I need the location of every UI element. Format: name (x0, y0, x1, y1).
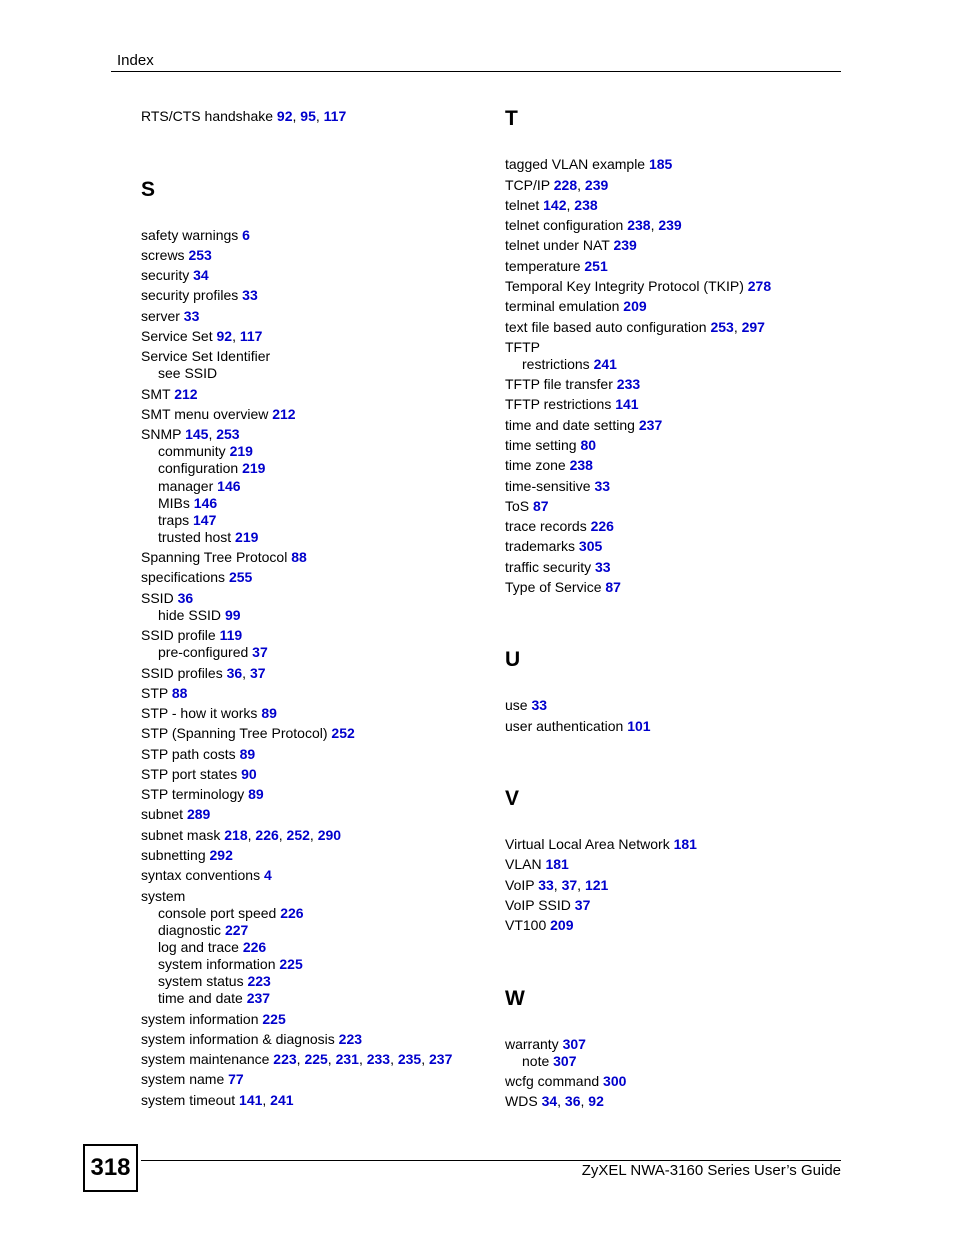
index-term: server (141, 308, 180, 324)
page-link[interactable]: 36 (226, 665, 243, 681)
index-entry (141, 406, 296, 423)
index-entry (141, 590, 193, 607)
index-term: ToS (505, 498, 530, 514)
index-term: SMT (141, 386, 171, 402)
index-term: system timeout (141, 1092, 236, 1108)
page-link[interactable]: 218 (224, 827, 248, 843)
page-link[interactable]: 145 (185, 426, 209, 442)
index-entry (141, 348, 270, 365)
page-link[interactable]: 101 (627, 718, 651, 734)
index-entry (141, 766, 257, 783)
index-term: VoIP SSID (505, 897, 571, 913)
index-term: system information (158, 956, 276, 972)
index-term: Type of Service (505, 579, 602, 595)
index-entry (505, 376, 640, 393)
index-entry (141, 267, 209, 284)
page-link[interactable]: 89 (239, 746, 256, 762)
index-term: tagged VLAN example (505, 156, 646, 172)
index-entry (505, 718, 651, 735)
index-term: text file based auto configuration (505, 319, 707, 335)
index-entry (505, 498, 549, 515)
index-term: system status (158, 973, 244, 989)
index-entry: SSID profiles 36, 37 (141, 665, 266, 681)
page-link[interactable]: 80 (580, 437, 597, 453)
index-term: TCP/IP (505, 177, 550, 193)
index-entry (505, 518, 614, 535)
index-term: trusted host (158, 529, 232, 545)
index-term: telnet under NAT (505, 237, 610, 253)
page-link[interactable]: 225 (262, 1011, 286, 1027)
page-link[interactable]: 290 (317, 827, 342, 843)
page-link[interactable]: 241 (593, 356, 617, 372)
index-term: STP (141, 685, 168, 701)
index-term: SSID profile (141, 627, 216, 643)
page-link[interactable]: 307 (553, 1053, 577, 1069)
page-link[interactable]: 251 (584, 258, 608, 274)
page-link[interactable]: 209 (550, 917, 574, 933)
index-term: security (141, 267, 190, 283)
index-subentry (141, 905, 304, 922)
page-link[interactable]: 37 (574, 897, 591, 913)
page-link[interactable]: 239 (613, 237, 637, 253)
page-link[interactable]: 6 (242, 227, 250, 243)
index-entry (141, 386, 198, 403)
index-subentry (141, 512, 216, 529)
index-entry (505, 417, 662, 434)
index-term: use (505, 697, 528, 713)
page-link[interactable]: 289 (186, 806, 211, 822)
page-link[interactable]: 33 (242, 287, 258, 303)
index-term: Temporal Key Integrity Protocol (TKIP) (505, 278, 744, 294)
index-term: SSID profiles (141, 665, 223, 681)
page-link[interactable]: 226 (255, 827, 279, 843)
page-link[interactable]: 181 (673, 836, 697, 852)
index-subentry (141, 973, 271, 990)
index-entry (141, 705, 277, 722)
page-link[interactable]: 87 (533, 498, 549, 514)
index-term: WDS (505, 1093, 538, 1109)
index-entry (505, 538, 602, 555)
index-term: diagnostic (158, 922, 222, 938)
index-entry (141, 1011, 286, 1028)
index-term: subnetting (141, 847, 206, 863)
index-subentry (141, 443, 253, 460)
page-link[interactable]: 233 (616, 376, 641, 392)
index-entry (505, 278, 771, 295)
index-term: hide SSID (158, 607, 222, 623)
page-link[interactable]: 235 (397, 1051, 422, 1067)
page-link[interactable]: 141 (615, 396, 639, 412)
index-term: telnet configuration (505, 217, 624, 233)
index-term: see SSID (158, 365, 218, 381)
index-entry (141, 549, 307, 566)
page-link[interactable]: 146 (193, 495, 218, 511)
index-subentry (141, 495, 217, 512)
page-link[interactable]: 253 (188, 247, 212, 263)
guide-title: ZyXEL NWA-3160 Series User’s Guide (581, 1162, 841, 1179)
index-entry: Service Set 92, 117 (141, 328, 263, 344)
page-link[interactable]: 239 (658, 217, 682, 233)
index-entry: telnet configuration 238, 239 (505, 217, 682, 233)
index-term: Virtual Local Area Network (505, 836, 670, 852)
section-letter: S (141, 178, 156, 201)
index-term: restrictions (522, 356, 590, 372)
index-entry (141, 287, 258, 304)
page-link[interactable]: 253 (710, 319, 734, 335)
page-link[interactable]: 209 (623, 298, 647, 314)
page-link[interactable]: 147 (193, 512, 217, 528)
index-entry (505, 258, 608, 275)
page-link[interactable]: 119 (219, 627, 243, 643)
page-link[interactable]: 225 (304, 1051, 328, 1067)
page-link[interactable]: 227 (224, 922, 249, 938)
index-term: STP path costs (141, 746, 236, 762)
index-entry (141, 888, 185, 905)
page-link[interactable]: 141 (239, 1092, 263, 1108)
index-entry: system timeout 141, 241 (141, 1092, 294, 1108)
page-link[interactable]: 237 (429, 1051, 453, 1067)
page-link[interactable]: 92 (588, 1093, 604, 1109)
page-link[interactable]: 226 (590, 518, 614, 534)
index-term: SMT menu overview (141, 406, 269, 422)
page-link[interactable]: 223 (247, 973, 271, 989)
index-term: TFTP restrictions (505, 396, 612, 412)
page-link[interactable]: 37 (249, 665, 266, 681)
index-term: time and date setting (505, 417, 635, 433)
page-link[interactable]: 146 (217, 478, 241, 494)
index-term: note (522, 1053, 550, 1069)
index-entry (505, 897, 590, 914)
index-entry: RTS/CTS handshake 92, 95, 117 (141, 108, 347, 124)
page-link[interactable]: 219 (242, 460, 266, 476)
index-term: telnet (505, 197, 540, 213)
page-link[interactable]: 99 (224, 607, 241, 623)
index-subentry (505, 356, 617, 373)
page-link[interactable]: 228 (553, 177, 578, 193)
page-link[interactable]: 255 (228, 569, 253, 585)
page-link[interactable]: 92 (216, 328, 233, 344)
index-term: traffic security (505, 559, 592, 575)
index-entry (505, 579, 621, 596)
index-entry (505, 1036, 586, 1053)
index-entry (141, 685, 187, 702)
page-link[interactable]: 33 (594, 478, 611, 494)
index-term: STP (Spanning Tree Protocol) (141, 725, 328, 741)
index-entry (505, 339, 540, 356)
index-entry (505, 457, 593, 474)
page-link[interactable]: 89 (261, 705, 277, 721)
index-term: system information & diagnosis (141, 1031, 335, 1047)
index-subentry (141, 529, 258, 546)
page-link[interactable]: 233 (366, 1051, 391, 1067)
index-entry (141, 806, 210, 823)
page-link[interactable]: 33 (595, 559, 611, 575)
index-subentry (141, 460, 265, 477)
index-term: system name (141, 1071, 225, 1087)
index-entry (141, 308, 199, 325)
index-entry: WDS 34, 36, 92 (505, 1093, 604, 1109)
index-term: community (158, 443, 226, 459)
index-subentry (141, 922, 248, 939)
page-link[interactable]: 88 (291, 549, 307, 565)
index-term: subnet mask (141, 827, 221, 843)
index-term: time and date (158, 990, 243, 1006)
page-link[interactable]: 225 (279, 956, 303, 972)
page-link[interactable]: 117 (239, 328, 263, 344)
page-link[interactable]: 181 (545, 856, 569, 872)
index-entry (505, 697, 547, 714)
page-link[interactable]: 238 (627, 217, 651, 233)
page-link[interactable]: 252 (331, 725, 355, 741)
index-subentry (141, 478, 241, 495)
page-link[interactable]: 219 (235, 529, 259, 545)
page-link[interactable]: 226 (280, 905, 304, 921)
index-entry (505, 396, 639, 413)
index-term: time setting (505, 437, 577, 453)
index-entry (141, 847, 233, 864)
section-letter: W (505, 987, 525, 1010)
index-entry (505, 559, 611, 576)
page-link[interactable]: 292 (209, 847, 233, 863)
page-link[interactable]: 37 (561, 877, 578, 893)
page-link[interactable]: 33 (531, 697, 548, 713)
index-term: SSID (141, 590, 174, 606)
index-term: user authentication (505, 718, 624, 734)
index-entry (141, 569, 252, 586)
page-link[interactable]: 88 (171, 685, 188, 701)
index-term: security profiles (141, 287, 239, 303)
index-term: warranty (505, 1036, 559, 1052)
index-term: specifications (141, 569, 226, 585)
page-link[interactable]: 237 (638, 417, 663, 433)
page-link[interactable]: 212 (174, 386, 198, 402)
index-entry: telnet 142, 238 (505, 197, 598, 213)
index-term: VoIP (505, 877, 535, 893)
index-term: manager (158, 478, 214, 494)
index-entry (141, 227, 250, 244)
index-entry (141, 867, 272, 884)
index-term: safety warnings (141, 227, 239, 243)
index-entry (505, 237, 637, 254)
index-term: STP port states (141, 766, 238, 782)
index-term: time-sensitive (505, 478, 591, 494)
page-link[interactable]: 252 (286, 827, 310, 843)
index-term: RTS/CTS handshake (141, 108, 274, 124)
index-entry (141, 1031, 362, 1048)
page-link[interactable]: 34 (541, 1093, 558, 1109)
page-link[interactable]: 36 (177, 590, 194, 606)
page-link[interactable]: 34 (193, 267, 209, 283)
page-link[interactable]: 239 (584, 177, 609, 193)
index-term: wcfg command (505, 1073, 600, 1089)
page-link[interactable]: 241 (270, 1092, 294, 1108)
page-link[interactable]: 278 (747, 278, 772, 294)
index-entry: SNMP 145, 253 (141, 426, 240, 442)
page-link[interactable]: 117 (323, 108, 347, 124)
index-term: SNMP (141, 426, 182, 442)
index-term: Service Set (141, 328, 213, 344)
section-letter: U (505, 648, 521, 671)
header-rule (111, 71, 841, 72)
page-link[interactable]: 223 (273, 1051, 297, 1067)
index-term: system (141, 888, 186, 904)
index-subentry (141, 644, 268, 661)
page-link[interactable]: 33 (538, 877, 554, 893)
page-link[interactable]: 297 (741, 319, 765, 335)
page-link[interactable]: 231 (335, 1051, 359, 1067)
page-link[interactable]: 37 (252, 644, 268, 660)
index-term: syntax conventions (141, 867, 261, 883)
index-term: traps (158, 512, 190, 528)
index-entry (141, 786, 264, 803)
index-term: pre-configured (158, 644, 249, 660)
section-letter: V (505, 787, 520, 810)
page-link[interactable]: 226 (242, 939, 267, 955)
page-link[interactable]: 185 (648, 156, 673, 172)
index-term: trademarks (505, 538, 576, 554)
index-entry: subnet mask 218, 226, 252, 290 (141, 827, 342, 843)
index-entry (505, 437, 596, 454)
index-entry: TCP/IP 228, 239 (505, 177, 609, 193)
index-entry (141, 725, 355, 742)
index-term: log and trace (158, 939, 239, 955)
index-term: configuration (158, 460, 239, 476)
index-term: trace records (505, 518, 587, 534)
page-link[interactable]: 212 (272, 406, 296, 422)
page-link[interactable]: 89 (248, 786, 264, 802)
page-link[interactable]: 77 (228, 1071, 244, 1087)
index-entry (505, 1073, 626, 1090)
page-number: 318 (83, 1144, 138, 1192)
index-subentry (141, 365, 217, 382)
index-term: system maintenance (141, 1051, 270, 1067)
index-term: console port speed (158, 905, 277, 921)
index-term: screws (141, 247, 185, 263)
index-term: Spanning Tree Protocol (141, 549, 288, 565)
index-term: TFTP (505, 339, 540, 355)
running-header: Index (117, 52, 154, 69)
page-link[interactable]: 33 (183, 308, 200, 324)
page-link[interactable]: 36 (564, 1093, 581, 1109)
index-term: system information (141, 1011, 259, 1027)
index-subentry (505, 1053, 577, 1070)
page-link[interactable]: 307 (562, 1036, 586, 1052)
page-link[interactable]: 305 (578, 538, 603, 554)
index-term: time zone (505, 457, 566, 473)
index-entry (505, 856, 569, 873)
index-entry (505, 478, 610, 495)
page-link[interactable]: 121 (584, 877, 609, 893)
index-term: MIBs (158, 495, 190, 511)
page-link[interactable]: 4 (263, 867, 272, 883)
index-term: VT100 (505, 917, 547, 933)
index-subentry (141, 939, 266, 956)
index-term: STP - how it works (141, 705, 258, 721)
page-link[interactable]: 238 (574, 197, 598, 213)
index-entry (141, 247, 212, 264)
index-entry (505, 298, 647, 315)
page-link[interactable]: 223 (338, 1031, 363, 1047)
index-term: temperature (505, 258, 581, 274)
index-entry: text file based auto configuration 253, 297 (505, 319, 765, 335)
page-link[interactable]: 142 (543, 197, 567, 213)
page-link[interactable]: 87 (605, 579, 621, 595)
index-term: TFTP file transfer (505, 376, 613, 392)
index-term: VLAN (505, 856, 542, 872)
index-entry (141, 746, 255, 763)
index-entry: system maintenance 223, 225, 231, 233, 235, 237 (141, 1051, 453, 1067)
index-entry (505, 836, 697, 853)
index-entry (141, 627, 242, 644)
index-entry (505, 917, 574, 934)
page-link[interactable]: 92 (276, 108, 293, 124)
index-term: Service Set Identifier (141, 348, 271, 364)
index-term: terminal emulation (505, 298, 620, 314)
index-term: STP terminology (141, 786, 245, 802)
index-subentry (141, 990, 270, 1007)
index-entry: VoIP 33, 37, 121 (505, 877, 609, 893)
section-letter: T (505, 107, 518, 130)
index-subentry (141, 956, 303, 973)
page-link[interactable]: 238 (569, 457, 593, 473)
index-term: subnet (141, 806, 184, 822)
page-link[interactable]: 219 (229, 443, 253, 459)
page-link[interactable]: 300 (603, 1073, 627, 1089)
page-link[interactable]: 253 (216, 426, 240, 442)
page-link[interactable]: 90 (241, 766, 257, 782)
index-entry (141, 1071, 244, 1088)
page-link[interactable]: 237 (246, 990, 271, 1006)
index-entry (505, 156, 672, 173)
index-subentry (141, 607, 241, 624)
page-link[interactable]: 95 (300, 108, 316, 124)
